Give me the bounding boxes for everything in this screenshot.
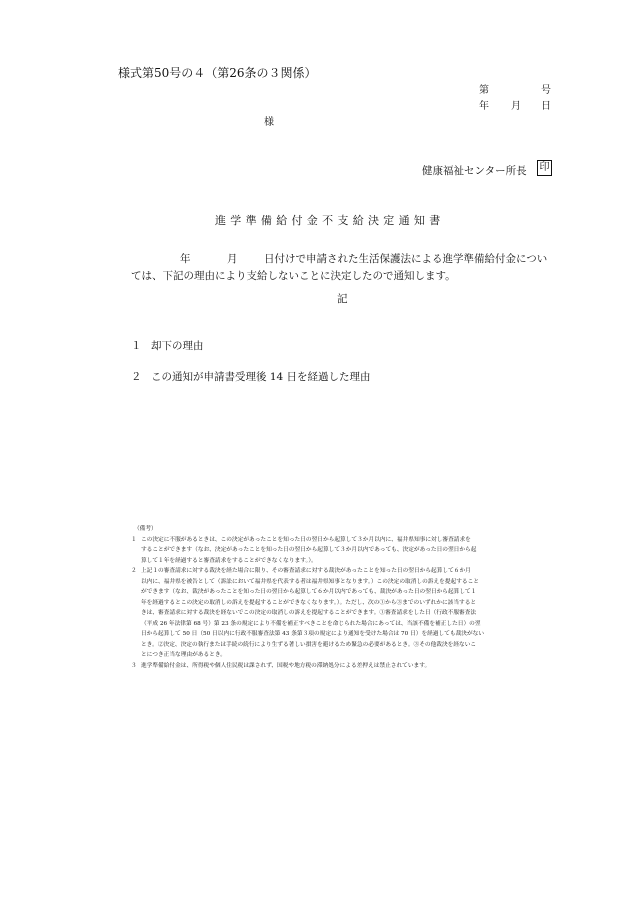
body-month-label: 月 [227,253,238,265]
item-text: 却下の理由 [151,340,204,352]
note-line: きは、審査請求に対する裁決を経ないでこの決定の取消しの訴えを提起することができます。①審査請求をした日（行政不服審査法 [141,610,477,616]
item-text: この通知が申請書受理後 14 日を経過した理由 [151,371,371,383]
reason-item-1 [131,338,204,353]
note-line: 日から起算して 50 日（50 日以内に行政不服審査法第 43 条第３項の規定により通知を受けた場合は 70 日）を経過しても裁決がない [141,631,485,637]
notes-heading: （備考） [134,526,157,532]
note-line: 算して１年を経過すると審査請求をすることができなくなります。）。 [141,557,317,564]
note-line: 年を経過するとこの決定の取消しの訴えを提起することができなくなります。）。ただし、次の①から③までのいずれかに該当すると [141,599,477,606]
date-year-label: 年 [479,101,489,112]
note-line: ２ 上記１の審査請求に対する裁決を経た場合に限り、その審査請求に対する裁決があったことを知った日の翌日から起算して６か月 [131,568,471,574]
body-year-label: 年 [180,253,191,265]
document-number-suffix: 号 [541,85,551,96]
document-title: 進学準備給付金不支給決定通知書 [215,214,445,227]
note-line: することができます（なお、決定があったことを知った日の翌日から起算して３か月以内であっても、決定があった日の翌日から起 [141,547,477,553]
note-line: とき。②決定、決定の執行または手続の続行により生ずる著しい損害を避けるため緊急の必要があるとき。③その他裁決を経ないこ [141,641,477,648]
document-number-prefix: 第 [479,85,489,96]
addressee-suffix: 様 [264,117,274,128]
note-line: 以内に、福井県を被告として（訴訟において福井県を代表する者は福井県知事となります。）この決定の取消しの訴えを提起すること [141,578,479,585]
reason-item-2 [131,369,371,384]
note-line: ができます（なお、裁決があったことを知った日の翌日から起算して６か月以内であっても、裁決があった日の翌日から起算して１ [141,589,477,595]
note-line: １ この決定に不服があるときは、この決定があったことを知った日の翌日から起算して３か月以内に、福井県知事に対し審査請求を [131,536,471,543]
form-number: 様式第50号の４（第26条の３関係） [118,66,317,80]
note-line: とにつき正当な理由があるとき。 [141,652,226,658]
item-number: １ [131,340,142,352]
date-day-label: 日 [541,101,551,112]
note-line: （平成 26 年法律第 68 号）第 23 条の規定により不備を補正すべきことを命じられた場合にあっては、当該不備を補正した日）の翌 [141,620,481,627]
ki-mark: 記 [337,293,348,305]
notes-section [131,524,561,671]
body-line-1-text: 日付けで申請された生活保護法による進学準備給付金につい [264,253,548,265]
issuer-title: 健康福祉センター所長 [422,165,527,177]
note-line: ３ 進学準備給付金は、所得税や個人住民税は課されず、国税や地方税の滞納処分による差押えは禁止されています。 [131,662,431,669]
seal-stamp: 印 [537,160,552,176]
date-month-label: 月 [511,101,521,112]
body-line-2: ては、下記の理由により支給しないことに決定したので通知します。 [131,270,456,282]
item-number: ２ [131,371,142,383]
